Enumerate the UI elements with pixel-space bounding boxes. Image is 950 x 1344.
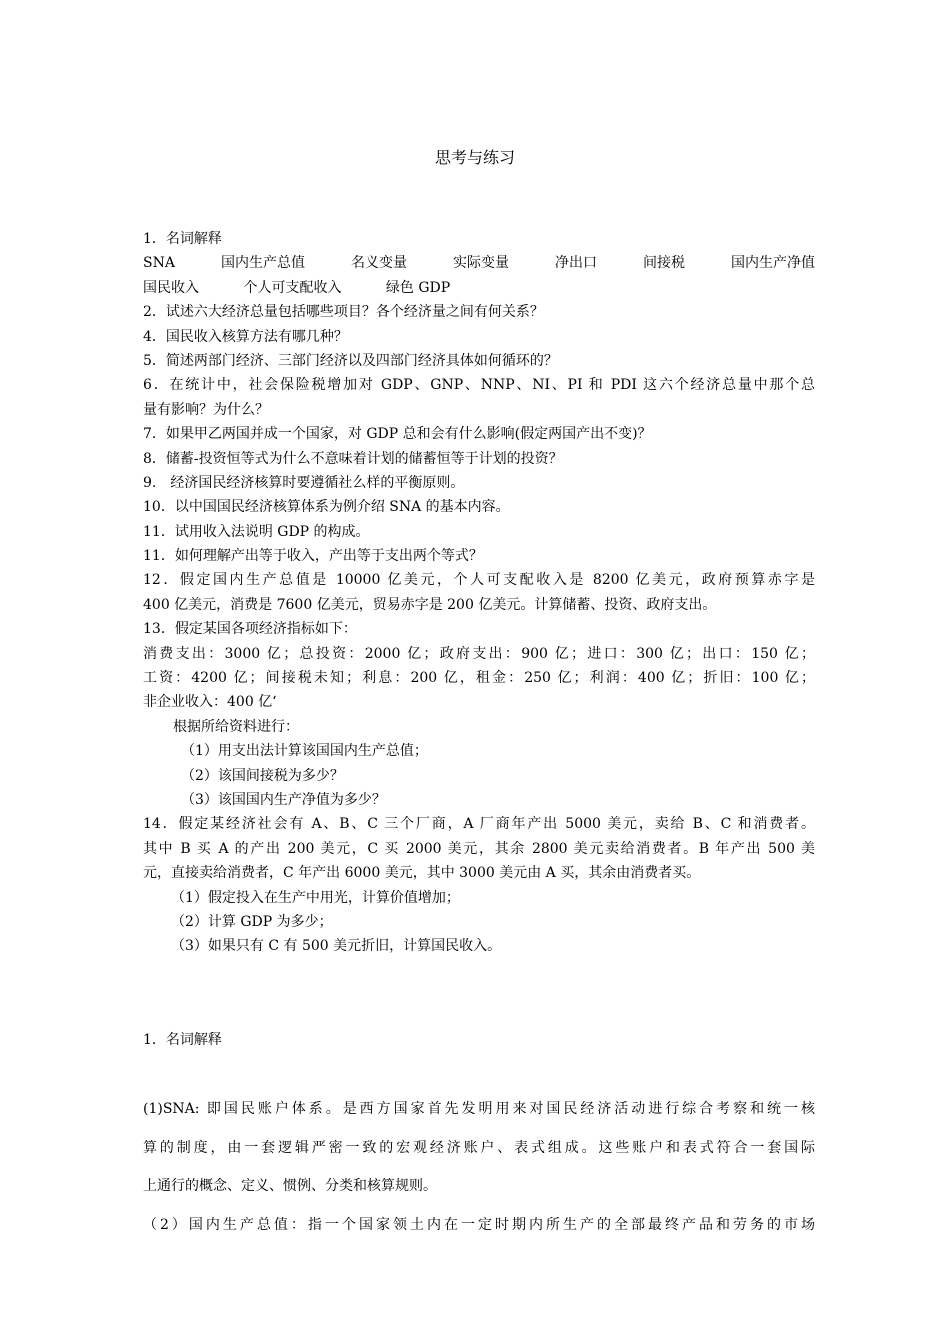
question-line: 工资：4200 亿；间接税未知；利息：200 亿，租金：250 亿；利润：400 亿；折旧：100 亿； [143, 670, 815, 687]
question-line: （2）该国间接税为多少？ [181, 767, 344, 784]
answer-line: 算的制度，由一套逻辑严密一致的宏观经济账户、表式组成。这些账户和表式符合一套国际 [143, 1139, 815, 1156]
terms-row-2 [143, 276, 815, 300]
question-line: （3）该国国内生产净值为多少？ [181, 791, 386, 808]
question-line: 4．国民收入核算方法有哪几种？ [143, 328, 348, 345]
question-line: 10．以中国国民经济核算体系为例介绍 SNA 的基本内容。 [143, 499, 510, 516]
answer-heading: 1．名词解释 [143, 1032, 222, 1048]
question-line: （2）计算 GDP 为多少； [171, 913, 333, 930]
question-line: 根据所给资料进行： [173, 718, 299, 735]
term: 实际变量 [452, 255, 509, 272]
question-line: （3）如果只有 C 有 500 美元折旧，计算国民收入。 [171, 938, 502, 955]
question-line: 11．如何理解产出等于收入，产出等于支出两个等式？ [143, 548, 483, 565]
term: 个人可支配收入 [243, 279, 342, 296]
question-line: 6．在统计中，社会保险税增加对 GDP、GNP、NNP、NI、PI 和 PDI 这六个经济总量中那个总 [143, 377, 815, 394]
term: 绿色 GDP [385, 279, 451, 296]
question-line: 11．试用收入法说明 GDP 的构成。 [143, 523, 370, 540]
question-line: （1）用支出法计算该国国内生产总值； [181, 743, 428, 760]
question-line: 12．假定国内生产总值是 10000 亿美元，个人可支配收入是 8200 亿美元，政府预算赤字是 [143, 572, 815, 589]
question-line: （1）假定投入在生产中用光，计算价值增加； [171, 889, 460, 906]
question-1-heading: 1．名词解释 [143, 231, 222, 247]
question-line: 9. 经济国民经济核算时要遵循社么样的平衡原则。 [143, 474, 465, 491]
question-line: 8．储蓄-投资恒等式为什么不意味着计划的储蓄恒等于计划的投资？ [143, 450, 563, 467]
page-title: 思考与练习 [434, 148, 515, 167]
answer-line: (1)SNA: 即国民账户体系。是西方国家首先发明用来对国民经济活动进行综合考察和统一核 [143, 1101, 815, 1117]
question-line: 400 亿美元，消费是 7600 亿美元，贸易赤字是 200 亿美元。计算储蓄、投资、政府支出。 [143, 596, 717, 613]
answer-line: （2）国内生产总值：指一个国家领土内在一定时期内所生产的全部最终产品和劳务的市场 [143, 1216, 815, 1233]
term: 净出口 [554, 255, 597, 272]
term: 国内生产总值 [220, 255, 305, 272]
question-line: 量有影响？为什么？ [143, 401, 269, 418]
term: 名义变量 [350, 255, 407, 272]
question-line: 7．如果甲乙两国并成一个国家，对 GDP 总和会有什么影响(假定两国产出不变)？ [143, 426, 652, 443]
question-line: 2．试述六大经济总量包括哪些项目？各个经济量之间有何关系？ [143, 304, 544, 321]
term: 间接税 [642, 255, 685, 272]
question-line: 非企业收入：400 亿‘ [143, 694, 277, 711]
answers-section [143, 1090, 815, 1244]
question-line: 13．假定某国各项经济指标如下： [143, 621, 357, 638]
answer-heading-block [143, 1028, 815, 1052]
question-line: 14．假定某经济社会有 A、B、C 三个厂商，A 厂商年产出 5000 美元，卖给 B、C 和消费者。 [143, 816, 815, 833]
term: 国内生产净值 [730, 255, 815, 272]
question-line: 元，直接卖给消费者，C 年产出 6000 美元，其中 3000 美元由 A 买，其余由消费者买。 [143, 865, 701, 882]
question-line: 其中 B 买 A 的产出 200 美元，C 买 2000 美元，其余 2800 美元卖给消费者。B 年产出 500 美 [143, 840, 815, 857]
term: 国民收入 [143, 279, 199, 296]
question-line: 消费支出：3000 亿；总投资：2000 亿；政府支出：900 亿；进口：300 亿；出口：150 亿； [143, 645, 815, 662]
question-line: 5．简述两部门经济、三部门经济以及四部门经济具体如何循环的？ [143, 352, 558, 369]
questions-section [143, 227, 815, 959]
terms-row-1 [143, 251, 815, 275]
term: SNA [143, 255, 175, 272]
answer-line: 上通行的概念、定义、惯例、分类和核算规则。 [143, 1178, 437, 1194]
